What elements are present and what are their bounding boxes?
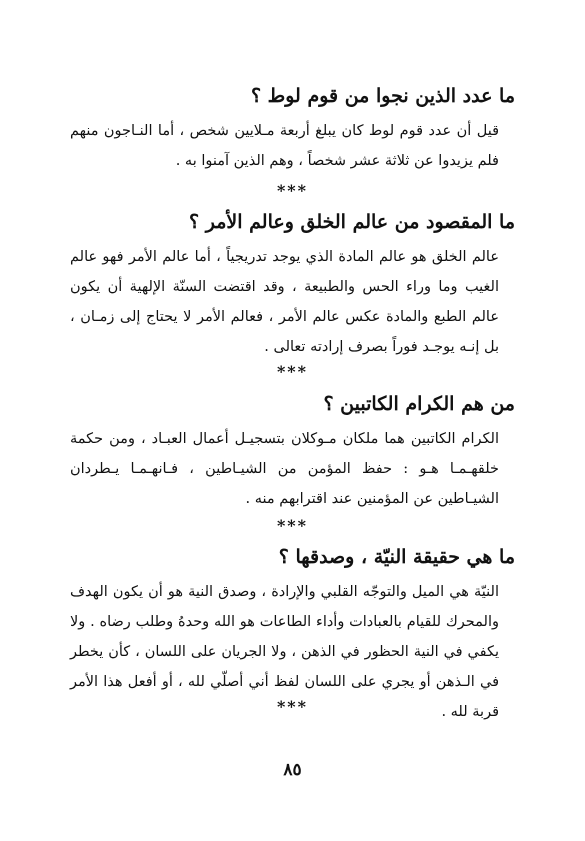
section-separator: *** [276, 362, 309, 381]
section-noble-scribes [70, 392, 515, 514]
section-creation-command [70, 210, 515, 362]
answer-paragraph: النيّة هي الميل والتوجّه القلبي والإرادة ، وصدق النية هو أن يكون الهدف والمحرك للقيام بالعبادات وأداء الطاعات هو الله وحدهُ وطلب رضاه . ولا يكفي في النية الحظور في الذهن ، ولا الجريان على اللسان ، كأن يخطر في الـذهن أو يجري على اللسان لفظ أني أصلّي لله ، أو أفعل هذا الأمر قربة لله . [70, 584, 499, 720]
section-separator: *** [276, 516, 309, 535]
section-lot [70, 84, 515, 176]
page-number: ٨٥ [283, 760, 302, 780]
section-separator: *** [276, 697, 309, 716]
question-heading: من هم الكرام الكاتبين ؟ [323, 393, 515, 415]
answer-paragraph: قيل أن عدد قوم لوط كان يبلغ أربعة مـلايين شخص ، أما النـاجون منهم فلم يزيدوا عن ثلاثة عشر شخصاً ، وهم الذين آمنوا به . [70, 123, 499, 169]
question-heading: ما عدد الذين نجوا من قوم لوط ؟ [250, 85, 515, 107]
section-separator: *** [276, 181, 309, 200]
question-heading: ما المقصود من عالم الخلق وعالم الأمر ؟ [189, 211, 515, 233]
answer-paragraph: الكرام الكاتبين هما ملكان مـوكلان بتسجيـل أعمال العبـاد ، ومن حكمة خلقهـمـا هـو : حفظ المؤمن من الشيـاطين ، فـانهـمـا يـطردان الشيـاطين عن المؤمنين عند اقترابهم منه . [70, 431, 499, 507]
question-heading: ما هي حقيقة النيّة ، وصدقها ؟ [278, 546, 515, 568]
answer-paragraph: عالم الخلق هو عالم المادة الذي يوجد تدريجياً ، أما عالم الأمر فهو عالم الغيب وما وراء الحس والطبيعة ، وقد اقتضت السنّة الإلهية أن يكون عالم الطبع والمادة عكس عالم الأمر ، فعالم الأمر لا يحتاج إلى زمـان ، بل إنـه يوجـد فوراً بصرف إرادته تعالى . [70, 249, 499, 355]
